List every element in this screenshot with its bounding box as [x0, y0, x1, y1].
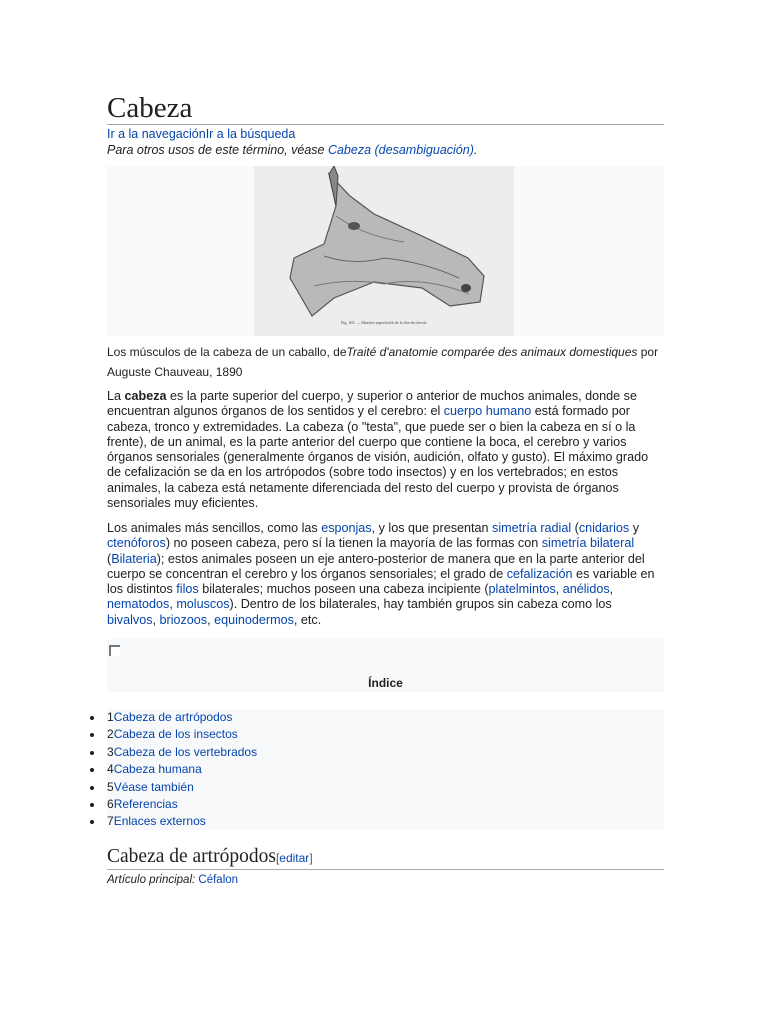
hatnote-prefix: Para otros usos de este término, véase [107, 143, 328, 157]
toc-number: 3 [107, 744, 114, 759]
main-article-link[interactable]: Céfalon [198, 874, 239, 886]
toc-link[interactable]: Cabeza de artrópodos [113, 710, 233, 724]
horse-eye [348, 222, 360, 230]
text-run: , [609, 582, 614, 597]
text-run: ) no poseen cabeza, pero sí la tienen la mayoría de las formas con [165, 536, 542, 551]
caption-text: Los músculos de la cabeza de un caballo, de [107, 345, 347, 359]
inline-link[interactable]: Bilateria [111, 551, 157, 566]
inline-link[interactable]: cuerpo humano [443, 404, 532, 419]
text-run: ( [107, 551, 112, 566]
inline-link[interactable]: briozoos [159, 612, 208, 627]
toc-number: 7 [107, 814, 114, 829]
inline-link[interactable]: platelmintos [488, 582, 556, 597]
toc-number: 4 [107, 762, 114, 777]
text-run: , y los que presentan [371, 521, 493, 535]
toc-number: 5 [107, 779, 114, 794]
inline-link[interactable]: nematodos [107, 597, 170, 612]
text-run: ). Dentro de los bilaterales, hay también grupos sin cabeza como los [229, 597, 612, 612]
text-run: es la parte superior del cuerpo, y superior o anterior de muchos animales, donde se encuentran algunos órganos de los sentidos y el cerebro: el [107, 389, 637, 419]
edit-bracket-close: ] [309, 851, 313, 865]
skip-to-search-link[interactable]: Ir a la búsqueda [205, 127, 296, 141]
text-run: ); estos animales poseen un eje antero-posterior de manera que en la parte anterior del cuerpo se concentran el cerebro y los órganos sensoriales; el grado de [107, 551, 645, 581]
page-title: Cabeza [107, 92, 193, 124]
toc-link[interactable]: Cabeza de los vertebrados [113, 744, 258, 759]
toc-link[interactable]: Véase también [113, 779, 194, 794]
figure-caption [107, 342, 664, 382]
text-run: y [629, 521, 640, 535]
text-run: bilaterales; muchos poseen una cabeza incipiente ( [198, 582, 489, 597]
inline-link[interactable]: esponjas [321, 521, 372, 535]
inline-link[interactable]: simetría bilateral [541, 536, 635, 551]
figure [107, 166, 664, 336]
toc-item[interactable] [107, 726, 664, 743]
caption-author: por Auguste Chauveau, 1890 [107, 345, 659, 379]
toc-title: Índice [368, 676, 403, 690]
toc-link[interactable]: Cabeza humana [113, 762, 202, 777]
inline-link[interactable]: cnidarios [578, 521, 630, 535]
skip-to-navigation-link[interactable]: Ir a la navegación [107, 127, 206, 141]
paragraph-animals [107, 521, 664, 628]
edit-bracket-open: [ [275, 851, 280, 865]
toc-item[interactable] [107, 779, 664, 796]
inline-link[interactable]: equinodermos [214, 612, 294, 627]
caption-work-title: Traité d'anatomie comparée des animaux domestiques [346, 345, 638, 359]
toc-number: 2 [107, 727, 114, 742]
toc-toggle-checkbox[interactable] [109, 645, 120, 656]
hatnote-suffix: . [473, 143, 478, 157]
main-article-note [107, 874, 238, 886]
section-title: Cabeza de artrópodos [107, 846, 276, 867]
inline-link[interactable]: cefalización [506, 566, 573, 581]
inline-link[interactable]: ctenóforos [107, 536, 166, 551]
skip-links [107, 127, 295, 141]
inline-link[interactable]: anélidos [562, 582, 610, 597]
toc-number: 1 [107, 710, 114, 724]
disambiguation-link[interactable]: Cabeza (desambiguación) [327, 143, 474, 157]
horse-nostril [461, 284, 471, 292]
toc-item[interactable] [107, 744, 664, 761]
section-heading [107, 845, 313, 870]
inline-link[interactable]: filos [176, 582, 199, 597]
text-run: , etc. [293, 612, 322, 627]
main-article-label: Artículo principal: [107, 874, 199, 886]
toc-item[interactable] [107, 761, 664, 778]
text-run: , [207, 612, 215, 627]
inline-link[interactable]: bivalvos [107, 612, 153, 627]
text-run: La [107, 389, 125, 403]
toc-list [107, 709, 664, 830]
toc-header [107, 639, 664, 692]
plate-caption: Fig. 165. — Muscles superficiels de la tête du cheval. [341, 320, 427, 325]
text-run: , [555, 582, 563, 597]
paragraph-intro [107, 389, 664, 511]
text-run: está formado por cabeza, tronco y extremidades. La cabeza (o "testa", que puede ser o bien la cabeza en sí o la frente), de un animal, es la parte anterior del cuerpo que contiene la boca, el cerebro y varios órganos sensoriales (generalmente órganos de visión, audición, olfato y gusto). El máximo grado de cefalización se da en los artrópodos (sobre todo insectos) y en los vertebrados; en estos animales, la cabeza está netamente diferenciada del resto del cuerpo y provista de órganos sensoriales muy eficientes. [107, 404, 649, 511]
title-divider [107, 124, 664, 125]
toc-link[interactable]: Cabeza de los insectos [113, 727, 238, 742]
toc-link[interactable]: Referencias [113, 796, 178, 811]
toc-number: 6 [107, 796, 114, 811]
text-run: es variable en los distintos [107, 566, 655, 597]
text-run: Los animales más sencillos, como las [107, 521, 322, 535]
section-divider [107, 869, 664, 870]
toc-item[interactable] [107, 813, 664, 830]
toc-item[interactable] [107, 796, 664, 813]
text-run: ( [571, 521, 579, 535]
bold-term: cabeza [124, 389, 167, 403]
inline-link[interactable]: moluscos [176, 597, 230, 612]
horse-head-illustration[interactable] [254, 166, 514, 336]
toc-item[interactable] [107, 709, 664, 726]
toc-link[interactable]: Enlaces externos [113, 814, 206, 829]
edit-section-link[interactable]: editar [279, 851, 310, 865]
inline-link[interactable]: simetría radial [492, 521, 572, 535]
text-run: , [169, 597, 177, 612]
hatnote [107, 143, 477, 157]
text-run: , [152, 612, 160, 627]
